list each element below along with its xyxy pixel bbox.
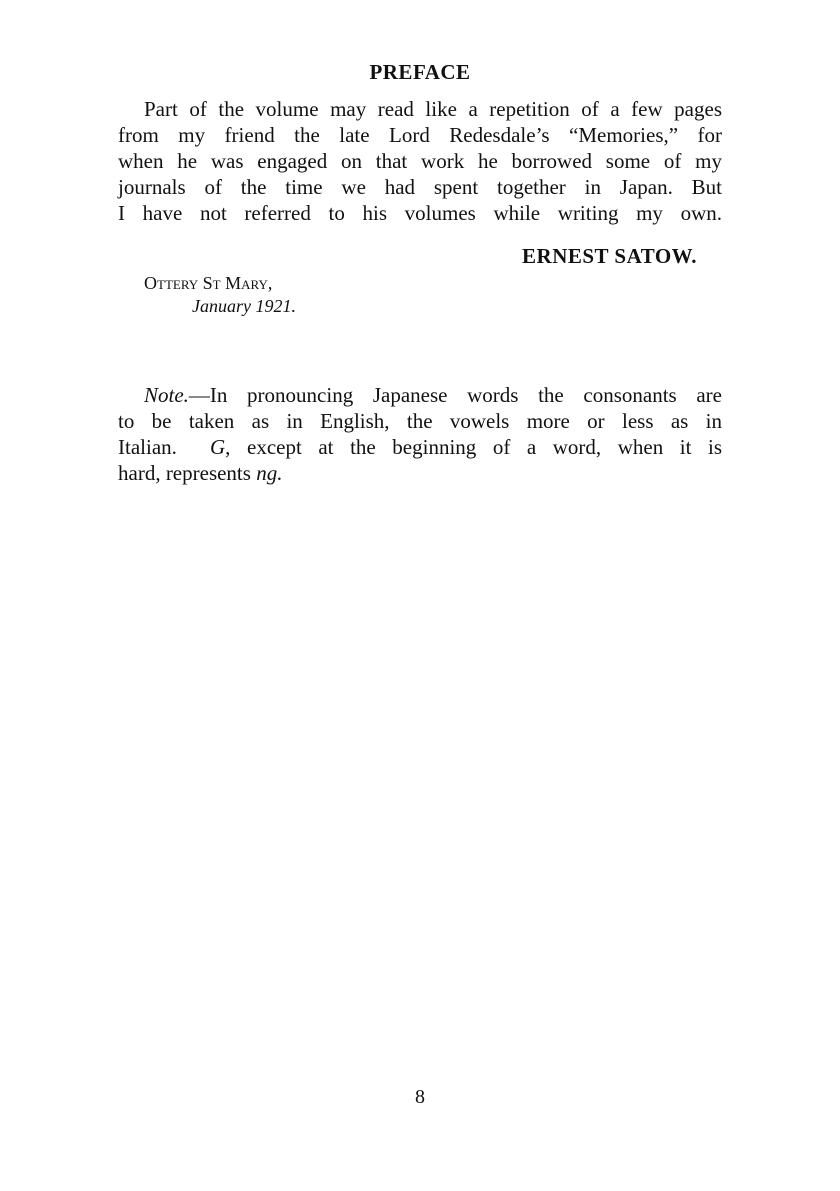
note-line	[118, 434, 722, 460]
note-line4-text: hard, represents	[118, 461, 251, 485]
note-paragraph	[118, 382, 722, 486]
note-ng: ng.	[256, 461, 283, 485]
page-heading: PREFACE	[369, 60, 471, 84]
note-line	[118, 460, 722, 486]
preface-paragraph	[118, 96, 722, 226]
page-number: 8	[415, 1086, 425, 1108]
preface-line: when he was engaged on that work he borrowed some of my	[118, 149, 722, 173]
preface-line: journals of the time we had spent together in Japan. But	[118, 175, 722, 199]
note-line3-text: except at the beginning of a word, when it is	[247, 435, 723, 459]
place-line: Ottery St Mary,	[144, 273, 273, 293]
date-line: January 1921.	[192, 296, 296, 316]
note-letter-g: G,	[210, 435, 231, 459]
note-line: to be taken as in English, the vowels more or less as in	[118, 409, 722, 433]
author-signature: ERNEST SATOW.	[522, 244, 697, 268]
preface-line: I have not referred to his volumes while writing my own.	[118, 201, 722, 225]
preface-line: Part of the volume may read like a repetition of a few pages	[144, 97, 722, 121]
preface-line: from my friend the late Lord Redesdale’s “Memories,” for	[118, 123, 722, 147]
note-lead: Note.	[144, 383, 189, 407]
note-line3-lead: Italian.	[118, 435, 177, 459]
note-line	[118, 382, 722, 408]
note-line1-text: —In pronouncing Japanese words the consonants are	[188, 383, 722, 407]
